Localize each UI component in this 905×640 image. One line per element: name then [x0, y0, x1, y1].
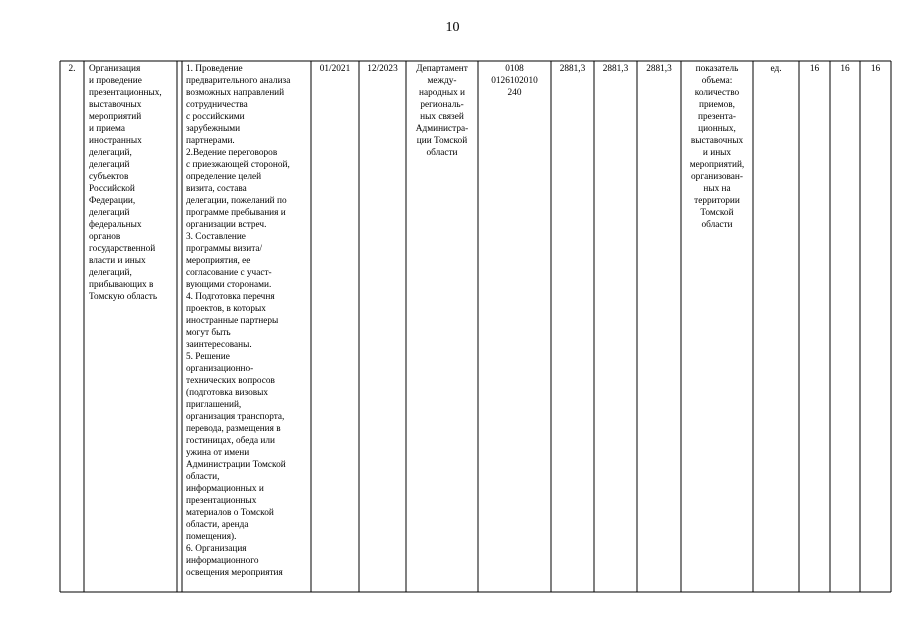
stage-line: согласование с участ- [186, 268, 272, 278]
stage-line: 2.Ведение переговоров [186, 148, 278, 158]
event-name-line: мероприятий [89, 112, 142, 122]
indicator-line: области [701, 220, 733, 230]
executor-line: народных и [418, 88, 466, 98]
stage-line: иностранные партнеры [186, 316, 279, 326]
event-name-line: делегаций [89, 160, 130, 170]
event-name-line: государственной [89, 244, 156, 254]
indicator-line: мероприятий, [689, 160, 745, 170]
event-name-line: субъектов [89, 172, 129, 182]
event-name [89, 63, 177, 303]
stage-line: вующими сторонами. [186, 280, 272, 290]
budget-code-line: 0126102010 [491, 76, 538, 86]
indicator-line: показатель [695, 64, 739, 74]
event-name-line: Организация [89, 64, 141, 74]
stage-line: информационных и [186, 484, 264, 494]
stage-line: приглашений, [186, 400, 242, 410]
stage-line: перевода, размещения в [186, 424, 281, 434]
event-name-line: и проведение [89, 76, 142, 86]
indicator-line: приемов, [699, 100, 735, 110]
stage-line: технических вопросов [186, 376, 275, 386]
end-date: 12/2023 [367, 64, 398, 74]
stage-line: партнерами. [186, 136, 235, 146]
sum-1: 2881,3 [559, 64, 586, 74]
stage-line: сотрудничества [186, 100, 248, 110]
implementation-stages [186, 63, 311, 579]
value-1: 16 [809, 64, 820, 74]
indicator-line: количество [694, 88, 740, 98]
sum-3: 2881,3 [646, 64, 672, 74]
stage-line: (подготовка визовых [186, 388, 269, 398]
stage-line: организации встреч. [186, 220, 267, 230]
result-indicator [681, 63, 753, 231]
stage-line: заинтересованы. [186, 340, 252, 350]
indicator-line: ционных, [698, 124, 736, 134]
stage-line: материалов о Томской [186, 508, 274, 518]
indicator-line: ных на [703, 184, 731, 194]
stage-line: 1. Проведение [186, 64, 243, 74]
indicator-line: объема: [701, 76, 733, 86]
stage-line: программы визита/ [186, 244, 263, 254]
event-name-line: Российской [89, 184, 135, 194]
stage-line: информационного [186, 556, 259, 566]
stage-line: Администрации Томской [186, 460, 286, 470]
stage-line: могут быть [186, 328, 231, 338]
start-date: 01/2021 [319, 64, 351, 74]
stage-line: области, [186, 472, 220, 482]
row-index: 2. [68, 64, 76, 74]
stage-line: с приезжающей стороной, [186, 160, 290, 170]
executor-line: между- [427, 76, 457, 86]
event-name-line: делегаций [89, 208, 130, 218]
event-name-line: и приема [89, 124, 125, 134]
stage-line: с российскими [186, 112, 245, 122]
stage-line: области, аренда [186, 520, 249, 530]
stage-line: 3. Составление [186, 232, 246, 242]
event-name-line: органов [89, 232, 121, 242]
stage-line: делегации, пожеланий по [186, 196, 287, 206]
event-name-line: Томскую область [89, 292, 158, 302]
executor-line: Департамент [416, 64, 468, 74]
event-name-line: власти и иных [89, 256, 146, 266]
budget-code-line: 0108 [505, 64, 524, 74]
responsible-executor [406, 63, 478, 159]
stage-line: ужина от имени [186, 448, 250, 458]
indicator-line: презента- [697, 112, 737, 122]
stage-line: 6. Организация [186, 544, 247, 554]
stage-line: 4. Подготовка перечня [186, 292, 275, 302]
stage-line: возможных направлений [186, 88, 285, 98]
stage-line: помещения). [186, 532, 237, 542]
stage-line: презентационных [186, 496, 257, 506]
event-name-line: выставочных [89, 100, 142, 110]
executor-line: региональ- [420, 100, 464, 110]
event-name-line: прибывающих в [89, 280, 154, 290]
stage-line: гостиницах, обеда или [186, 436, 276, 446]
event-name-line: делегаций, [89, 148, 132, 158]
event-name-line: презентационных, [89, 88, 162, 98]
stage-line: визита, состава [186, 184, 247, 194]
event-name-line: делегаций, [89, 268, 132, 278]
budget-code [478, 63, 551, 99]
stage-line: организационно- [186, 364, 254, 374]
executor-line: ции Томской [416, 136, 468, 146]
stage-line: мероприятия, ее [186, 256, 251, 266]
sum-2: 2881,3 [602, 64, 629, 74]
stage-line: определение целей [186, 172, 262, 182]
indicator-line: Томской [700, 208, 734, 218]
indicator-line: территории [694, 196, 740, 206]
stage-line: освещения мероприятия [186, 568, 283, 578]
executor-line: области [426, 148, 458, 158]
unit-of-measure: ед. [770, 64, 782, 74]
stage-line: программе пребывания и [186, 208, 286, 218]
stage-line: предварительного анализа [186, 76, 291, 86]
event-name-line: федеральных [89, 220, 142, 230]
indicator-line: и иных [702, 148, 732, 158]
stage-line: проектов, в которых [186, 304, 266, 314]
stage-line: зарубежными [186, 124, 241, 134]
value-2: 16 [840, 64, 850, 74]
stage-line: 5. Решение [186, 352, 230, 362]
indicator-line: организован- [691, 172, 743, 182]
executor-line: Администра- [415, 124, 469, 134]
page-number: 10 [445, 20, 460, 35]
event-name-line: Федерации, [89, 196, 136, 206]
event-name-line: иностранных [89, 136, 142, 146]
stage-line: организация транспорта, [186, 412, 285, 422]
budget-code-line: 240 [507, 88, 522, 98]
executor-line: ных связей [420, 112, 464, 122]
value-3: 16 [870, 64, 881, 74]
indicator-line: выставочных [690, 136, 744, 146]
